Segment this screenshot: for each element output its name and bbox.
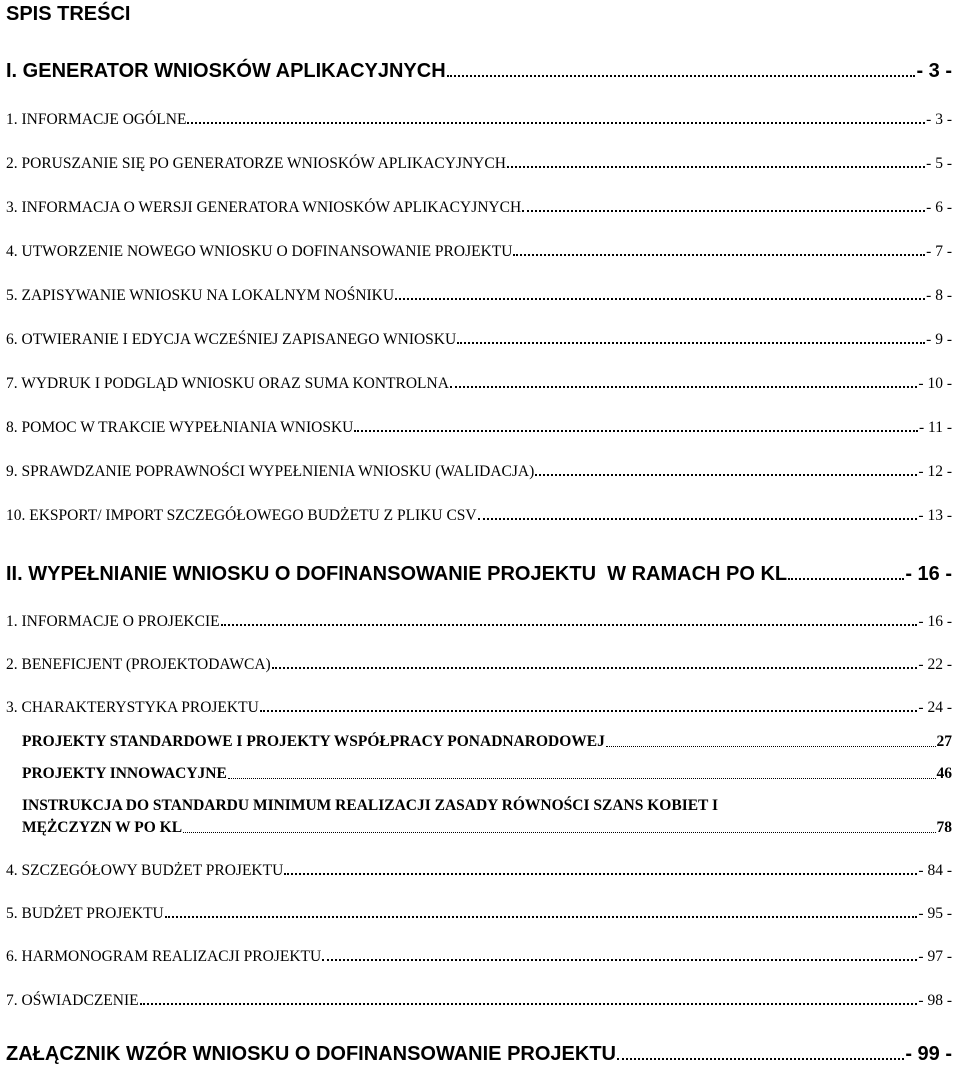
toc-entry-appendix[interactable]	[6, 1043, 952, 1066]
toc-entry-1-1[interactable]	[6, 111, 952, 129]
toc-entry-title-line-1: INSTRUKCJA DO STANDARDU MINIMUM REALIZACJI ZASADY RÓWNOŚCI SZANS KOBIET I	[22, 797, 719, 814]
toc-entry-2-7[interactable]	[6, 992, 952, 1010]
toc-entry-part-2[interactable]	[6, 563, 952, 586]
toc-leader	[395, 298, 925, 300]
toc-entry-2-6[interactable]	[6, 948, 952, 966]
toc-entry-2-4[interactable]	[6, 862, 952, 880]
toc-entry-title: 8. POMOC W TRAKCIE WYPEŁNIANIA WNIOSKU	[6, 419, 354, 436]
toc-entry-page: - 11 -	[919, 419, 952, 436]
toc-leader	[617, 1058, 904, 1060]
toc-entry-1-2[interactable]	[6, 155, 952, 173]
toc-entry-page: - 7 -	[926, 243, 952, 260]
toc-entry-1-4[interactable]	[6, 243, 952, 261]
toc-entry-page: - 98 -	[918, 992, 952, 1009]
toc-leader	[513, 254, 925, 256]
toc-entry-page: - 95 -	[918, 905, 952, 922]
toc-entry-title: 1. INFORMACJE O PROJEKCIE	[6, 613, 220, 630]
page-title: SPIS TREŚCI	[6, 3, 131, 25]
toc-leader	[478, 518, 918, 520]
toc-leader	[457, 342, 925, 344]
toc-entry-page: - 16 -	[918, 613, 952, 630]
toc-entry-page: - 3 -	[916, 60, 952, 82]
toc-entry-1-6[interactable]	[6, 331, 952, 349]
toc-entry-page: - 5 -	[926, 155, 952, 172]
toc-entry-page: - 8 -	[926, 287, 952, 304]
toc-entry-title: 6. OTWIERANIE I EDYCJA WCZEŚNIEJ ZAPISANEGO WNIOSKU	[6, 331, 457, 348]
toc-entry-part-1[interactable]	[6, 60, 952, 83]
toc-entry-1-8[interactable]	[6, 419, 952, 437]
toc-leader	[507, 166, 925, 168]
toc-entry-2-3[interactable]	[6, 699, 952, 717]
toc-entry-title: PROJEKTY INNOWACYJNE	[22, 765, 227, 782]
toc-entry-title: 7. WYDRUK I PODGLĄD WNIOSKU ORAZ SUMA KONTROLNA	[6, 375, 449, 392]
toc-entry-page: 27	[936, 733, 952, 750]
toc-entry-1-7[interactable]	[6, 375, 952, 393]
toc-leader	[522, 210, 925, 212]
toc-entry-title: 3. INFORMACJA O WERSJI GENERATORA WNIOSKÓW APLIKACYJNYCH	[6, 199, 522, 216]
toc-entry-2-3-1[interactable]	[22, 733, 952, 751]
toc-entry-title: 9. SPRAWDZANIE POPRAWNOŚCI WYPEŁNIENIA WNIOSKU (WALIDACJA)	[6, 463, 535, 480]
toc-entry-title: 7. OŚWIADCZENIE	[6, 992, 139, 1009]
toc-entry-title: 4. UTWORZENIE NOWEGO WNIOSKU O DOFINANSOWANIE PROJEKTU	[6, 243, 513, 260]
toc-leader	[450, 386, 918, 388]
toc-entry-page: - 24 -	[918, 699, 952, 716]
toc-entry-page: - 84 -	[918, 862, 952, 879]
toc-entry-title: 6. HARMONOGRAM REALIZACJI PROJEKTU	[6, 948, 322, 965]
toc-entry-title: 1. INFORMACJE OGÓLNE	[6, 111, 187, 128]
toc-leader	[228, 778, 936, 779]
toc-entry-title: 2. BENEFICJENT (PROJEKTODAWCA)	[6, 656, 271, 673]
toc-entry-page: - 9 -	[926, 331, 952, 348]
toc-entry-title: ZAŁĄCZNIK WZÓR WNIOSKU O DOFINANSOWANIE PROJEKTU	[6, 1043, 616, 1065]
toc-entry-page: - 16 -	[905, 563, 952, 585]
toc-leader	[140, 1003, 918, 1005]
toc-leader	[260, 710, 918, 712]
toc-entry-page: - 99 -	[905, 1043, 952, 1065]
toc-leader	[165, 916, 918, 918]
toc-entry-1-10[interactable]	[6, 507, 952, 525]
toc-entry-2-1[interactable]	[6, 613, 952, 631]
toc-entry-title: I. GENERATOR WNIOSKÓW APLIKACYJNYCH	[6, 60, 446, 82]
toc-entry-title-line-2: MĘŻCZYZN W PO KL	[22, 819, 183, 836]
toc-entry-page: 46	[936, 765, 952, 782]
toc-entry-title: 2. PORUSZANIE SIĘ PO GENERATORZE WNIOSKÓW APLIKACYJNYCH	[6, 155, 506, 172]
toc-entry-2-2[interactable]	[6, 656, 952, 674]
toc-entry-page: - 97 -	[918, 948, 952, 965]
toc-entry-page: - 12 -	[918, 463, 952, 480]
toc-leader	[221, 624, 918, 626]
toc-leader	[284, 873, 917, 875]
toc-leader	[447, 75, 916, 77]
toc-leader	[187, 122, 925, 124]
toc-entry-page: - 3 -	[926, 111, 952, 128]
toc-leader	[788, 578, 904, 580]
toc-entry-title: 3. CHARAKTERYSTYKA PROJEKTU	[6, 699, 259, 716]
toc-leader	[535, 474, 917, 476]
toc-leader	[272, 667, 918, 669]
toc-leader	[322, 959, 917, 961]
toc-leader	[354, 430, 918, 432]
toc-entry-2-3-3[interactable]	[22, 797, 952, 837]
toc-entry-page: - 13 -	[918, 507, 952, 524]
toc-entry-title: 4. SZCZEGÓŁOWY BUDŻET PROJEKTU	[6, 862, 284, 879]
toc-entry-2-5[interactable]	[6, 905, 952, 923]
toc-entry-title: 5. BUDŻET PROJEKTU	[6, 905, 164, 922]
toc-entry-title: PROJEKTY STANDARDOWE I PROJEKTY WSPÓŁPRACY PONADNARODOWEJ	[22, 733, 605, 750]
toc-entry-2-3-2[interactable]	[22, 765, 952, 783]
toc-leader	[606, 746, 936, 747]
toc-entry-1-9[interactable]	[6, 463, 952, 481]
toc-entry-1-3[interactable]	[6, 199, 952, 217]
toc-entry-page: - 10 -	[918, 375, 952, 392]
toc-entry-title: 5. ZAPISYWANIE WNIOSKU NA LOKALNYM NOŚNIKU	[6, 287, 395, 304]
toc-leader	[183, 832, 935, 833]
toc-entry-page: - 6 -	[926, 199, 952, 216]
toc-entry-page: 78	[936, 819, 952, 836]
toc-entry-title: 10. EKSPORT/ IMPORT SZCZEGÓŁOWEGO BUDŻETU Z PLIKU CSV	[6, 507, 477, 524]
toc-entry-page: - 22 -	[918, 656, 952, 673]
toc-entry-1-5[interactable]	[6, 287, 952, 305]
toc-entry-title: II. WYPEŁNIANIE WNIOSKU O DOFINANSOWANIE PROJEKTU W RAMACH PO KL	[6, 563, 788, 585]
